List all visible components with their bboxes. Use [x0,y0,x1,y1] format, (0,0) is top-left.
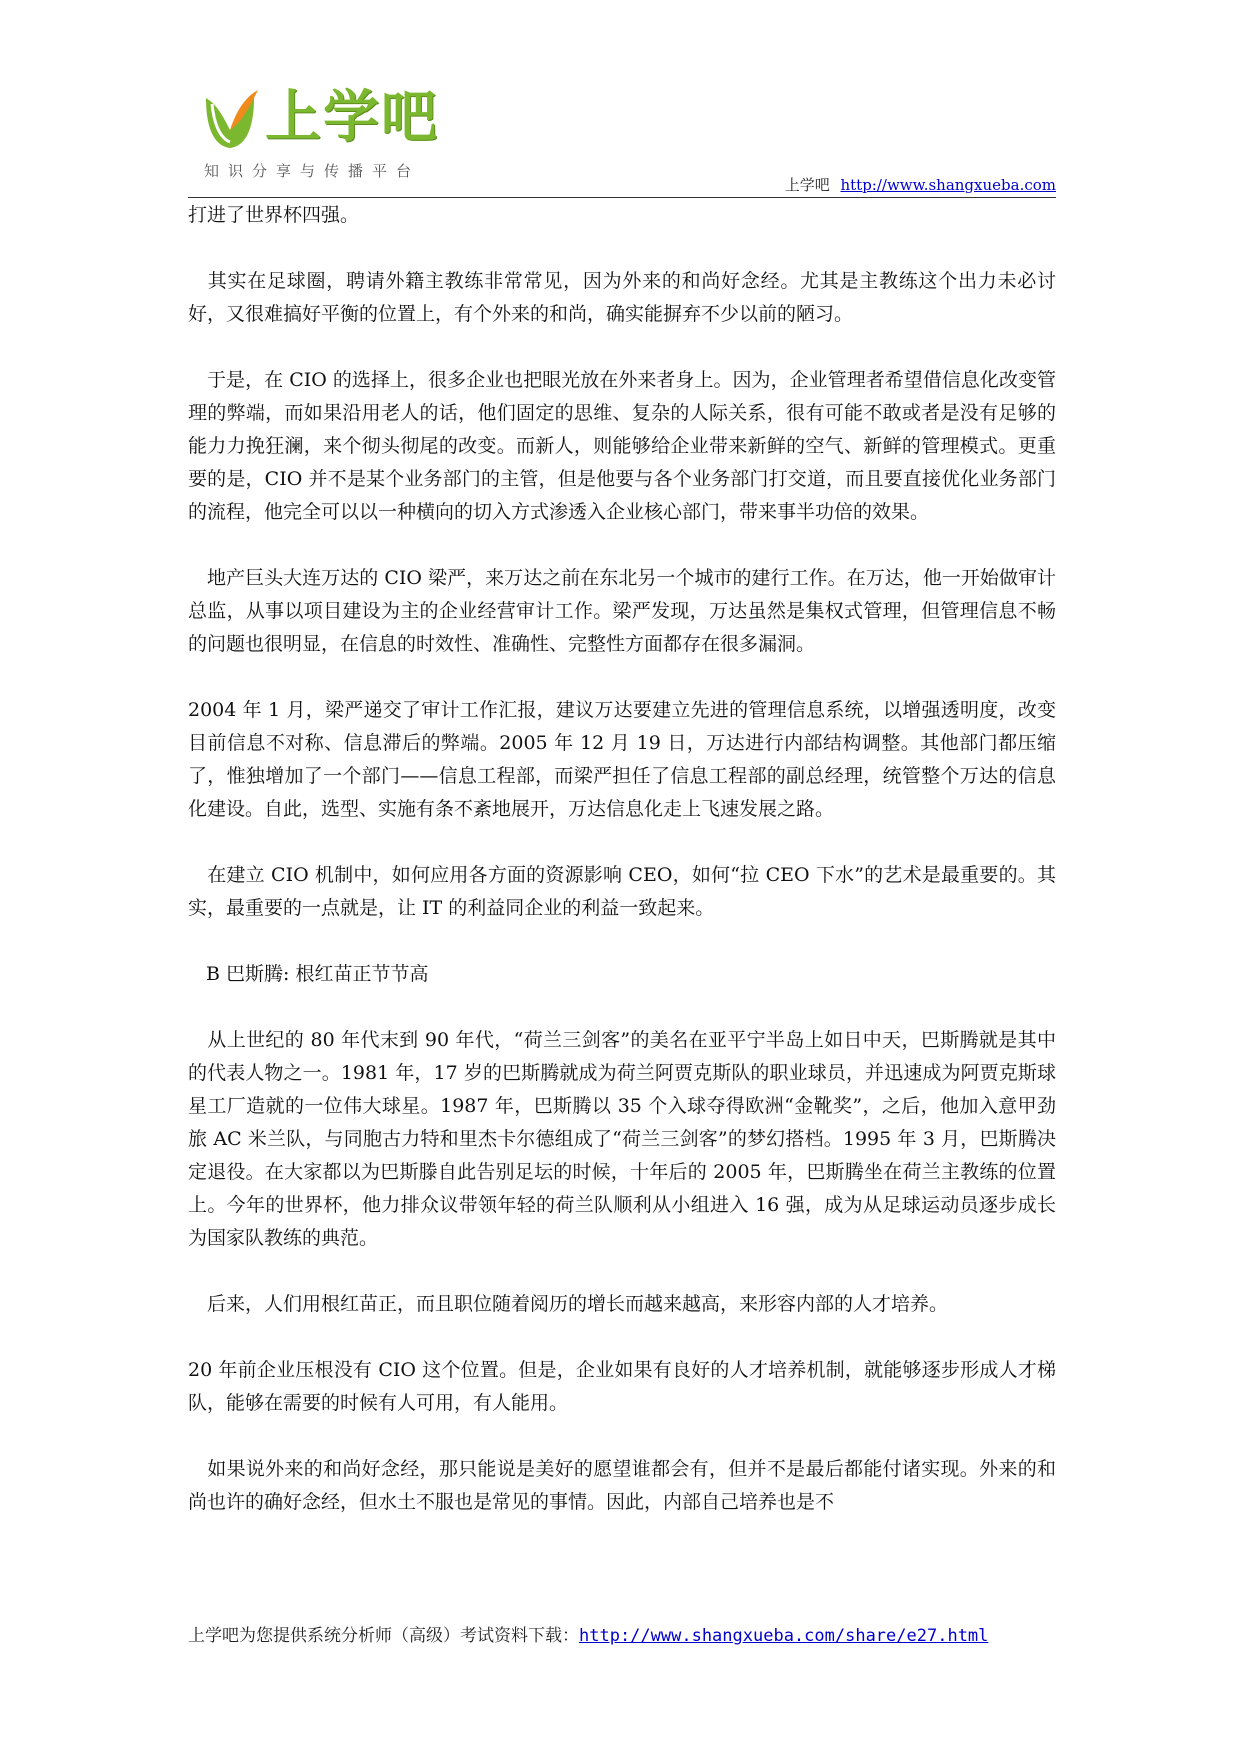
header-divider [188,197,1056,198]
footer-text: 上学吧为您提供系统分析师（高级）考试资料下载： [188,1626,579,1646]
paragraph: 在建立 CIO 机制中，如何应用各方面的资源影响 CEO，如何“拉 CEO 下水”的艺术是最重要的。其实，最重要的一点就是，让 IT 的利益同企业的利益一致起来。 [188,864,1056,919]
header-site-link[interactable]: http://www.shangxueba.com [840,176,1056,194]
header-site-info [785,174,1056,195]
paragraph: 20 年前企业压根没有 CIO 这个位置。但是，企业如果有良好的人才培养机制，就能够逐步形成人才梯队，能够在需要的时候有人可用，有人能用。 [188,1359,1056,1414]
document-body [188,199,1056,1552]
leaf-logo-icon [200,88,260,150]
logo-subtitle: 知识分享与传播平台 [204,162,421,180]
paragraph: 地产巨头大连万达的 CIO 梁严，来万达之前在东北另一个城市的建行工作。在万达，他一开始做审计总监，从事以项目建设为主的企业经营审计工作。梁严发现，万达虽然是集权式管理，但管理信息不畅的问题也很明显，在信息的时效性、准确性、完整性方面都存在很多漏洞。 [188,567,1056,655]
paragraph: 2004 年 1 月，梁严递交了审计工作汇报，建议万达要建立先进的管理信息系统，以增强透明度，改变目前信息不对称、信息滞后的弊端。2005 年 12 月 19 日，万达进行内部结构调整。其他部门都压缩了，惟独增加了一个部门——信息工程部，而梁严担任了信息工程部的副总经理，统管整个万达的信息化建设。自此，选型、实施有条不紊地展开，万达信息化走上飞速发展之路。 [188,699,1056,820]
paragraph: 于是，在 CIO 的选择上，很多企业也把眼光放在外来者身上。因为，企业管理者希望借信息化改变管理的弊端，而如果沿用老人的话，他们固定的思维、复杂的人际关系，很有可能不敢或者是没有足够的能力力挽狂澜，来个彻头彻尾的改变。而新人，则能够给企业带来新鲜的空气、新鲜的管理模式。更重要的是，CIO 并不是某个业务部门的主管，但是他要与各个业务部门打交道，而且要直接优化业务部门的流程，他完全可以以一种横向的切入方式渗透入企业核心部门，带来事半功倍的效果。 [188,369,1056,523]
section-heading: B 巴斯腾: 根红苗正节节高 [206,963,429,985]
paragraph: 如果说外来的和尚好念经，那只能说是美好的愿望谁都会有，但并不是最后都能付诸实现。外来的和尚也许的确好念经，但水土不服也是常见的事情。因此，内部自己培养也是不 [188,1458,1056,1513]
paragraph: 后来，人们用根红苗正，而且职位随着阅历的增长而越来越高，来形容内部的人才培养。 [188,1293,949,1315]
site-logo [200,85,460,188]
page-footer [188,1621,1056,1646]
footer-download-link[interactable]: http://www.shangxueba.com/share/e27.html [579,1626,989,1646]
paragraph: 其实在足球圈，聘请外籍主教练非常常见，因为外来的和尚好念经。尤其是主教练这个出力未必讨好，又很难搞好平衡的位置上，有个外来的和尚，确实能摒弃不少以前的陋习。 [188,270,1056,325]
logo-title: 上学吧 [265,85,439,150]
header-site-name: 上学吧 [784,176,830,194]
paragraph: 打进了世界杯四强。 [188,204,360,226]
paragraph: 从上世纪的 80 年代末到 90 年代，“荷兰三剑客”的美名在亚平宁半岛上如日中天，巴斯腾就是其中的代表人物之一。1981 年，17 岁的巴斯腾就成为荷兰阿贾克斯队的职业球员，并迅速成为阿贾克斯球星工厂造就的一位伟大球星。1987 年，巴斯腾以 35 个入球夺得欧洲“金靴奖”，之后，他加入意甲劲旅 AC 米兰队，与同胞古力特和里杰卡尔德组成了“荷兰三剑客”的梦幻搭档。1995 年 3 月，巴斯腾决定退役。在大家都以为巴斯滕自此告别足坛的时候，十年后的 2005 年，巴斯腾坐在荷兰主教练的位置上。今年的世界杯，他力排众议带领年轻的荷兰队顺利从小组进入 16 强，成为从足球运动员逐步成长为国家队教练的典范。 [188,1029,1056,1249]
